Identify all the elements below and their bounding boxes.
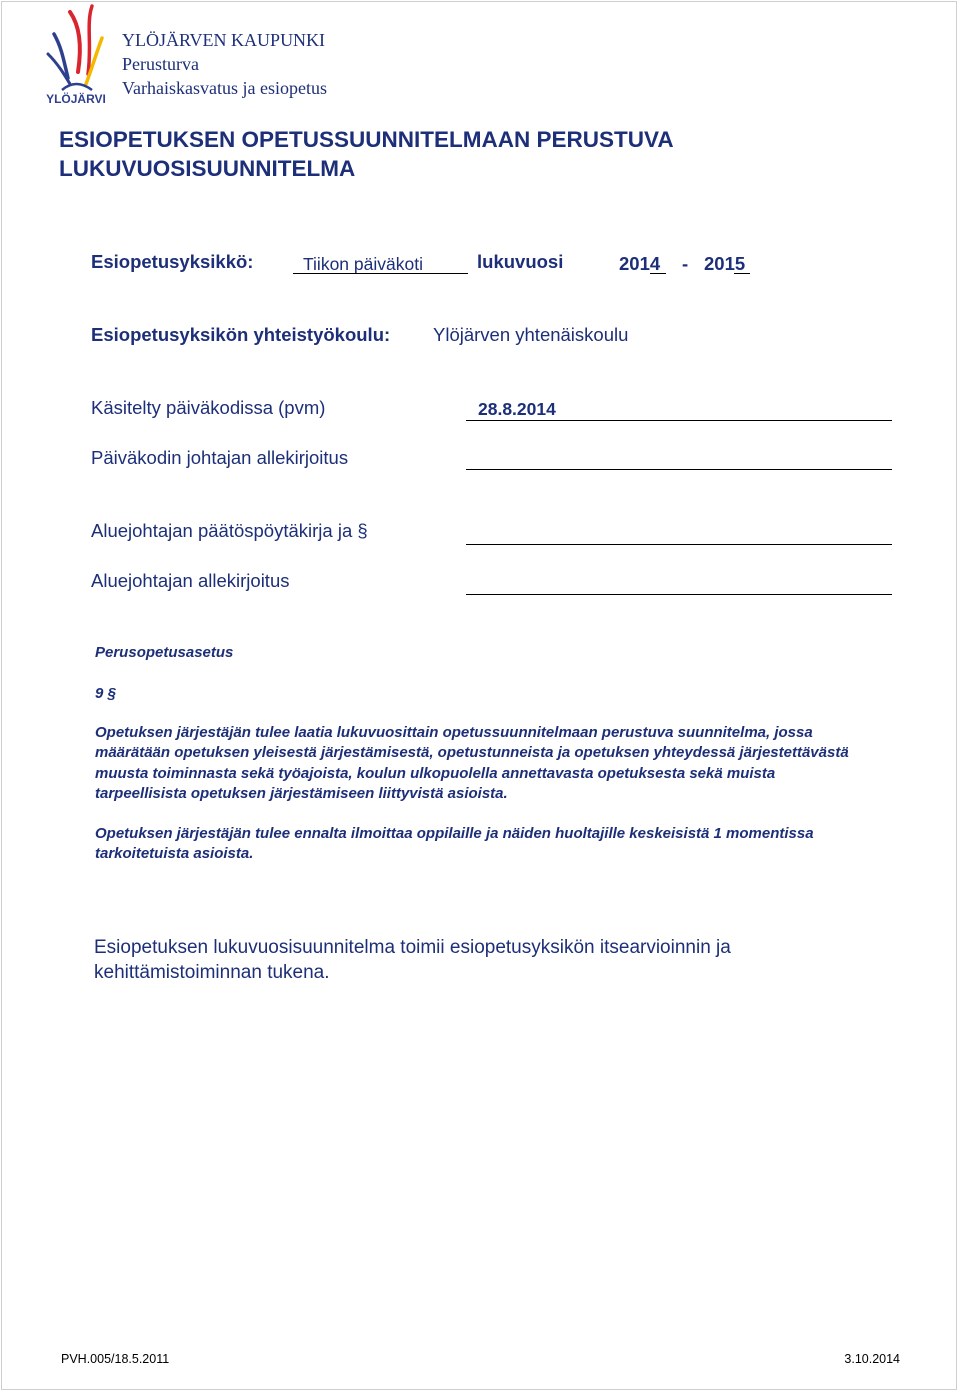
processed-label: Käsitelty päiväkodissa (pvm) bbox=[91, 397, 326, 418]
year-end-underline bbox=[734, 273, 750, 274]
year-start-underline bbox=[650, 273, 666, 274]
school-value: Ylöjärven yhtenäiskoulu bbox=[433, 324, 629, 345]
processed-value: 28.8.2014 bbox=[478, 399, 556, 419]
law-heading: Perusopetusasetus bbox=[95, 644, 234, 661]
school-label: Esiopetusyksikön yhteistyökoulu: bbox=[91, 324, 391, 345]
processed-line bbox=[466, 420, 892, 421]
unit-name: Varhaiskasvatus ja esiopetus bbox=[122, 78, 327, 98]
closing-text: Esiopetuksen lukuvuosisuunnitelma toimii esiopetusyksikön itsearvioinnin ja kehittämistoiminnan tukena. bbox=[94, 937, 731, 983]
year-start: 2014 bbox=[619, 253, 661, 274]
year-end: 2015 bbox=[704, 253, 746, 274]
law-section: 9 § bbox=[95, 685, 116, 702]
law-paragraph-2: Opetuksen järjestäjän tulee ennalta ilmoittaa oppilaille ja näiden huoltajille keskeisistä 1 momentissa tarkoitetuista asioista. bbox=[95, 825, 814, 863]
area-protocol-label: Aluejohtajan päätöspöytäkirja ja § bbox=[91, 520, 368, 541]
area-protocol-line bbox=[466, 544, 892, 545]
title-line-2: LUKUVUOSISUUNNITELMA bbox=[59, 156, 356, 181]
title-line-1: ESIOPETUKSEN OPETUSSUUNNITELMAAN PERUSTUVA bbox=[59, 127, 674, 152]
svg-text:YLÖJÄRVI: YLÖJÄRVI bbox=[46, 92, 106, 106]
law-paragraph-1: Opetuksen järjestäjän tulee laatia lukuvuosittain opetussuunnitelmaan perustuva suunnitelma, jossa määrätään opetuksen yleisestä järjestämisestä, opetustunneista ja opetuksen yhteydessä järjestettävästä muusta toiminnasta sekä työajoista, koulun ulkopuolella annettavasta opetuksesta sekä muista tarpeellisista opetuksen järjestämiseen liittyvistä asioista. bbox=[95, 724, 849, 802]
unit-label: Esiopetusyksikkö: bbox=[91, 251, 254, 272]
footer-doc-code: PVH.005/18.5.2011 bbox=[61, 1352, 170, 1366]
area-signature-label: Aluejohtajan allekirjoitus bbox=[91, 570, 290, 591]
director-signature-label: Päiväkodin johtajan allekirjoitus bbox=[91, 447, 349, 468]
director-signature-line bbox=[466, 469, 892, 470]
footer-date: 3.10.2014 bbox=[844, 1352, 900, 1366]
year-label: lukuvuosi bbox=[477, 251, 564, 272]
year-separator: - bbox=[682, 253, 689, 274]
unit-underline bbox=[293, 273, 468, 274]
ylojarvi-logo bbox=[40, 4, 112, 106]
org-name: YLÖJÄRVEN KAUPUNKI bbox=[122, 30, 326, 50]
document-title bbox=[59, 125, 674, 183]
unit-value: Tiikon päiväkoti bbox=[303, 254, 423, 274]
department-name: Perusturva bbox=[122, 54, 199, 74]
area-signature-line bbox=[466, 594, 892, 595]
page-border bbox=[1, 1, 957, 1390]
